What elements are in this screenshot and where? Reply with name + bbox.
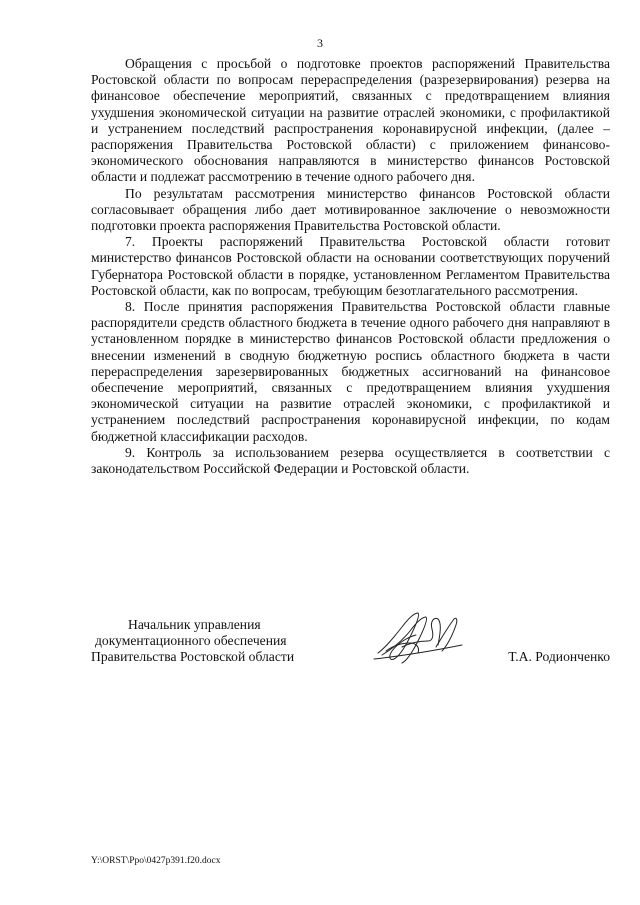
- paragraph: Обращения с просьбой о подготовке проектов распоряжений Правительства Ростовской области по вопросам перераспределения (разрезервирования) резерва на финансовое обеспечение мероприятий, связанных с предотвращением влияния ухудшения экономической ситуации на развитие отраслей экономики, с профилактикой и устранением последствий распространения коронавирусной инфекции, (далее – распоряжения Правительства Ростовской области) с приложением финансово-экономического обоснования направляются в министерство финансов Ростовской области и подлежат рассмотрению в течение одного рабочего дня.: [91, 56, 610, 185]
- paragraph: 8. После принятия распоряжения Правительства Ростовской области главные распорядители средств областного бюджета в течение одного рабочего дня направляют в установленном порядке в министерство финансов Ростовской области предложения о внесении изменений в сводную бюджетную роспись областного бюджета в части перераспределения зарезервированных бюджетных ассигнований на финансовое обеспечение мероприятий, связанных с предотвращением влияния ухудшения экономической ситуации на развитие отраслей экономики, с профилактикой и устранением последствий распространения коронавирусной инфекции, по кодам бюджетной классификации расходов.: [91, 299, 610, 444]
- footer-file-path: Y:\ORST\Ppo\0427p391.f20.docx: [91, 856, 221, 866]
- signer-position-line: Правительства Ростовской области: [91, 649, 295, 664]
- paragraph: По результатам рассмотрения министерство финансов Ростовской области согласовывает обращения либо дает мотивированное заключение о невозможности подготовки проекта распоряжения Правительства Ростовской области.: [91, 185, 610, 234]
- document-body: [91, 56, 610, 477]
- signature-block: [0, 617, 640, 677]
- signer-position-line: документационного обеспечения: [95, 633, 287, 648]
- signer-position-line: Начальник управления: [128, 617, 261, 632]
- signer-name: Т.А. Родионченко: [508, 649, 610, 664]
- handwritten-signature: [372, 607, 464, 671]
- paragraph: 7. Проекты распоряжений Правительства Ростовской области готовит министерство финансов Ростовской области на основании соответствующих поручений Губернатора Ростовской области в порядке, установленном Регламентом Правительства Ростовской области, как по вопросам, требующим безотлагательного рассмотрения.: [91, 234, 610, 298]
- paragraph: 9. Контроль за использованием резерва осуществляется в соответствии с законодательством Российской Федерации и Ростовской области.: [91, 444, 610, 477]
- page-number: 3: [317, 36, 323, 50]
